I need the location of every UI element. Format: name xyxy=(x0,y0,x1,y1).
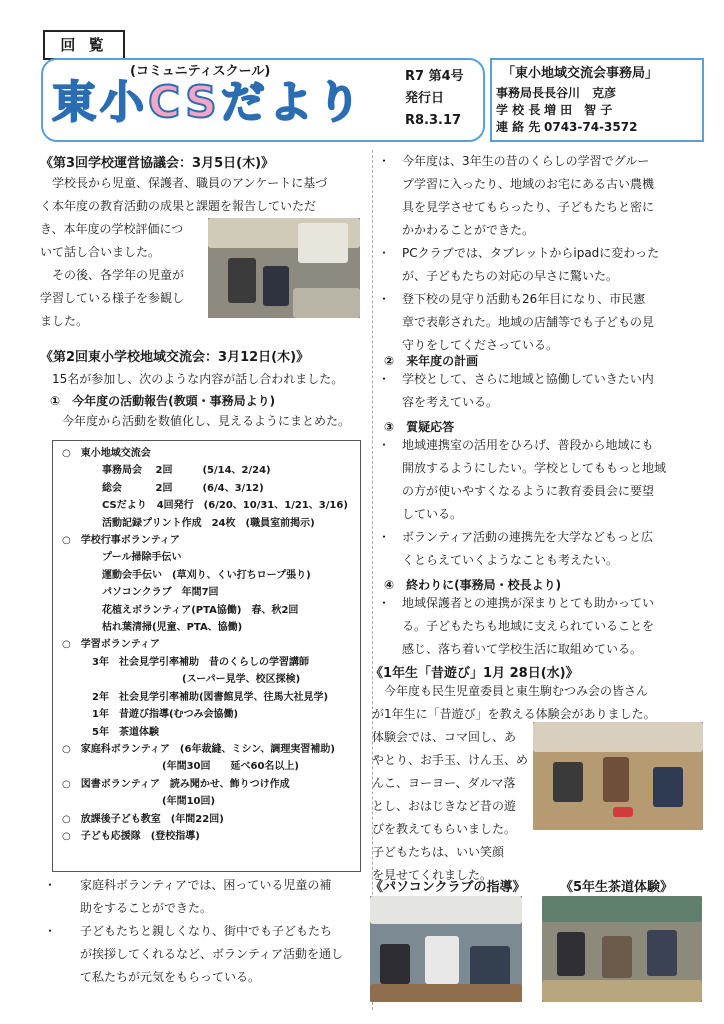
sub3-heading: ③ 質疑応答 xyxy=(384,420,455,434)
list-item: (年間30回 延べ60名以上) xyxy=(62,761,299,773)
newsletter-title: 東小CSだより xyxy=(52,77,365,128)
list-item: 枯れ葉清掃(児童、PTA、協働) xyxy=(62,622,243,634)
pc-club-photo xyxy=(370,896,522,1002)
list-item: 活動記録プリント作成 24枚 (職員室前掲示) xyxy=(62,517,315,529)
title-subtitle: (コミュニティスクール) xyxy=(130,64,271,79)
list-item: 1年 昔遊び指導(むつみ会協働) xyxy=(62,709,239,721)
right-bullets-1: ・ 今年度は、3年生の昔のくらしの学習でグルー プ学習に入ったり、地域のお宅にある古い農機 具を見学させてもらったり、子どもたちと密に かかわることができた。 ・ PCクラブでは、タブレットからipadに変わった が、子どもたちの対応の早さに驚いた。 ・ 登下校の見守り活動も26年目になり、市民憲 章で表彰された。地域の店舗等でも子どもの見 守りをしてくださっている。 xyxy=(378,154,660,352)
list-item: ○ 東小地域交流会 xyxy=(62,448,151,459)
list-item: 2年 社会見学引率補助(図書館見学、往馬大社見学) xyxy=(62,691,329,703)
kairan-label: 回 覧 xyxy=(43,30,125,60)
list-item: 5年 茶道体験 xyxy=(62,726,159,738)
sub2-heading: ② 来年度の計画 xyxy=(384,354,479,368)
list-item: (年間10回) xyxy=(62,796,216,808)
sec3-heading: 《1年生「昔遊び」1月 28日(水)》 xyxy=(370,666,579,681)
list-item: ○ 学習ボランティア xyxy=(62,639,160,651)
sec2-heading: 《第2回東小学校地域交流会：3月12日(木)》 xyxy=(40,350,310,365)
list-item: 事務局会 2回 (5/14、2/24) xyxy=(62,465,271,477)
photo-caption-sado: 《5年生茶道体験》 xyxy=(560,880,674,895)
list-item: パソコンクラブ 年間7回 xyxy=(62,587,219,599)
issue-date: R8.3.17 xyxy=(405,113,462,128)
sub4-heading: ④ 終わりに(事務局・校長より) xyxy=(384,578,562,592)
sec3-body: 今年度も民生児童委員と東生駒むつみ会の皆さん が1年生に「昔遊び」を教える体験会がありました。 体験会では、コマ回し、あ やとり、お手玉、けん玉、め んこ、ヨーヨー、ダルマ落 とし、おはじきなど昔の遊 びを教えてもらいました。 子どもたちは、いい笑顔 を見せてくれました。 xyxy=(372,684,656,882)
list-item: 3年 社会見学引率補助 昔のくらしの学習講師 xyxy=(62,656,309,668)
list-item: プール掃除手伝い xyxy=(62,552,182,564)
meeting-photo xyxy=(208,218,360,318)
right-bullets-4: ・ 地域保護者との連携が深まりとても助かってい る。子どもたちも地域に支えられていることを 感じ、落ち着いて学校生活に取組めている。 xyxy=(378,596,655,656)
sec2-sub1-text: 今年度から活動を数値化し、見えるようにまとめた。 xyxy=(50,414,351,428)
list-item: ○ 放課後子ども教室 (年間22回) xyxy=(62,813,224,825)
photo-caption-pc: 《パソコンクラブの指導》 xyxy=(370,880,526,895)
list-item: 総会 2回 (6/4、3/12) xyxy=(62,482,264,494)
mukashi-asobi-photo xyxy=(533,722,703,830)
sec2-intro: 15名が参加し、次のような内容が話し合われました。 xyxy=(40,372,344,386)
right-bullets-3: ・ 地域連携室の活用をひろげ、普段から地域にも 開放するようにしたい。学校としてももっと地域 の方が使いやすくなるように教育委員会に要望 している。 ・ ボランティア活動の連携先を大学などもっと広 くとらえていくようなことも考えたい。 xyxy=(378,438,667,567)
issue-date-label: 発行日 xyxy=(405,91,445,106)
office-row-contact: 連 絡 先 0743-74-3572 xyxy=(496,120,638,134)
list-item: 運動会手伝い (草刈り、くい打ちロープ張り) xyxy=(62,569,311,581)
list-item: ○ 図書ボランティア 読み聞かせ、飾りつけ作成 xyxy=(62,778,290,790)
list-item: ○ 子ども応援隊 (登校指導) xyxy=(62,830,200,842)
left-bullets: ・ 家庭科ボランティアでは、困っている児童の補 助をすることができた。 ・ 子どもたちと親しくなり、街中でも子どもたち が挨拶してくれるなど、ボランティア活動を通し て私たちが元気をもらっている。 xyxy=(44,878,344,984)
list-item: ○ 学校行事ボランティア xyxy=(62,535,180,547)
sec2-sub1: ① 今年度の活動報告(教頭・事務局より) xyxy=(50,394,276,408)
activity-list xyxy=(62,445,358,845)
right-bullets-2: ・ 学校として、さらに地域と協働していきたい内 容を考えている。 xyxy=(378,372,654,409)
issue-info xyxy=(405,66,464,132)
office-row-director: 事務局長長谷川 克彦 xyxy=(496,86,617,100)
sado-photo xyxy=(542,896,702,1002)
office-row-principal: 学 校 長 増 田 智 子 xyxy=(496,103,613,117)
list-item: CSだより 4回発行 (6/20、10/31、1/21、3/16) xyxy=(62,500,348,512)
sec1-body: 学校長から児童、保護者、職員のアンケートに基づ く本年度の教育活動の成果と課題を報告していただ き、本年度の学校評価につ いて話し合いました。 その後、各学年の児童が 学習している様子を参観し ました。 xyxy=(40,176,328,328)
office-title: 「東小地域交流会事務局」 xyxy=(502,66,659,81)
sec1-heading: 《第3回学校運営協議会：3月5日(木)》 xyxy=(40,156,275,171)
list-item: ○ 家庭科ボランティア (6年裁縫、ミシン、調理実習補助) xyxy=(62,743,335,755)
issue-number: R7 第4号 xyxy=(405,69,464,84)
list-item: 花植えボランティア(PTA協働) 春、秋2回 xyxy=(62,604,299,616)
list-item: (スーパー見学、校区探検) xyxy=(62,674,301,686)
